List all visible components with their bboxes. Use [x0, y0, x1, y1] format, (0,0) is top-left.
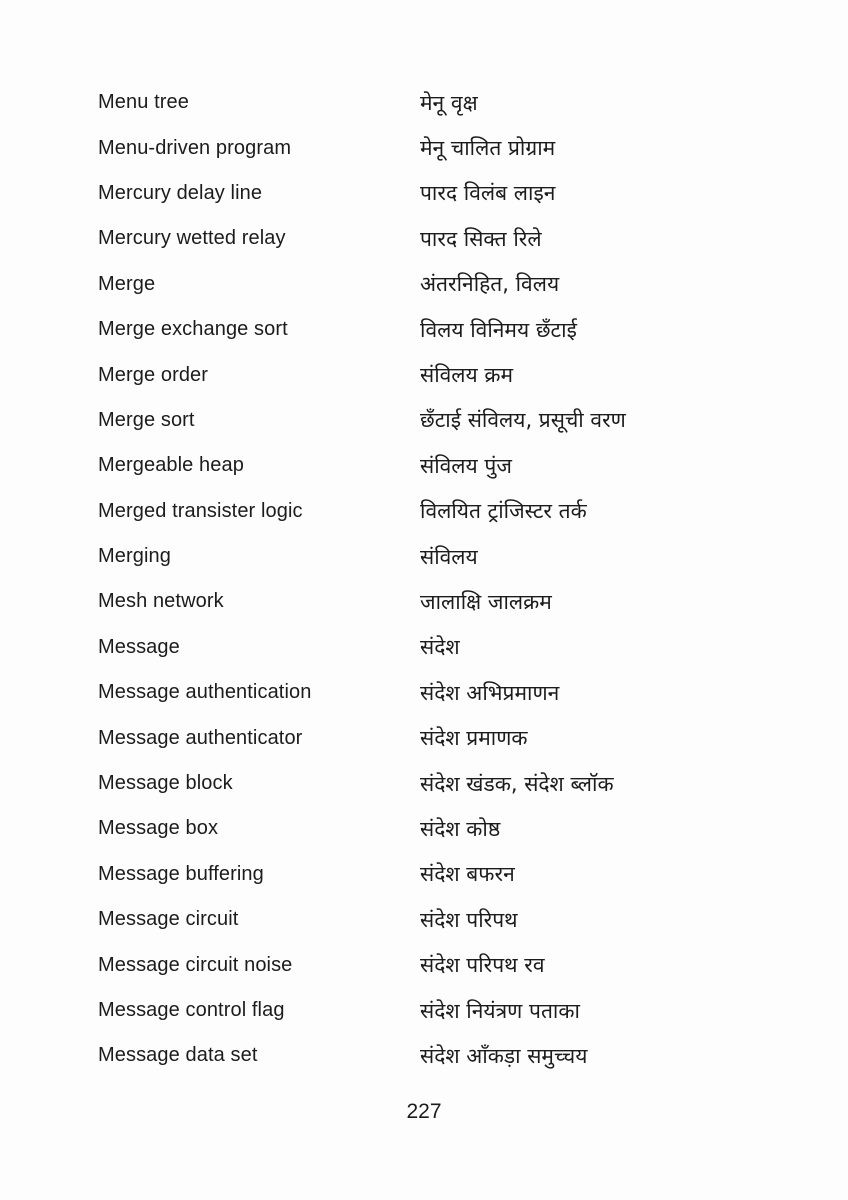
entry-term: Menu tree	[98, 91, 189, 114]
glossary-entry	[98, 262, 738, 307]
entry-translation: संविलय पुंज	[420, 453, 512, 478]
entry-term: Message buffering	[98, 862, 264, 885]
entry-translation: संदेश बफरन	[420, 862, 515, 887]
entry-translation: संविलय क्रम	[420, 363, 514, 388]
entry-translation: अंतरनिहित, विलय	[420, 272, 560, 297]
entry-term: Merged transister logic	[98, 499, 303, 522]
glossary-list	[98, 80, 738, 1079]
glossary-entry	[98, 80, 738, 125]
glossary-entry	[98, 988, 738, 1033]
entry-translation: छँटाई संविलय, प्रसूची वरण	[420, 408, 626, 433]
entry-term: Message block	[98, 772, 233, 795]
glossary-entry	[98, 806, 738, 851]
entry-term: Merge exchange sort	[98, 318, 288, 341]
page-number: 227	[406, 1100, 442, 1123]
entry-term: Mesh network	[98, 590, 224, 613]
entry-translation: विलयित ट्रांजिस्टर तर्क	[420, 499, 587, 524]
glossary-entry	[98, 625, 738, 670]
entry-term: Message authentication	[98, 681, 312, 704]
entry-translation: पारद सिक्त रिले	[420, 226, 542, 251]
glossary-entry	[98, 125, 738, 170]
entry-term: Mercury wetted relay	[98, 227, 286, 250]
entry-translation: संदेश परिपथ रव	[420, 953, 545, 978]
glossary-entry	[98, 171, 738, 216]
entry-term: Message	[98, 635, 180, 658]
entry-translation: संदेश कोष्ठ	[420, 816, 501, 841]
entry-translation: विलय विनिमय छँटाई	[420, 317, 577, 342]
glossary-entry	[98, 897, 738, 942]
entry-term: Merge	[98, 272, 156, 295]
entry-term: Message control flag	[98, 999, 285, 1021]
entry-term: Message circuit noise	[98, 953, 293, 976]
glossary-entry	[98, 443, 738, 488]
glossary-entry	[98, 942, 738, 987]
entry-term: Mercury delay line	[98, 181, 263, 204]
entry-term: Merge sort	[98, 408, 195, 431]
glossary-entry	[98, 352, 738, 397]
glossary-entry	[98, 307, 738, 352]
entry-translation: जालाक्षि जालक्रम	[420, 589, 552, 614]
glossary-entry	[98, 489, 738, 534]
glossary-entry	[98, 216, 738, 261]
entry-translation: संदेश आँकड़ा समुच्चय	[420, 1043, 588, 1068]
entry-term: Menu-driven program	[98, 136, 292, 159]
entry-term: Mergeable heap	[98, 454, 244, 477]
entry-translation: संदेश खंडक, संदेश ब्लॉक	[420, 771, 614, 796]
glossary-entry	[98, 398, 738, 443]
entry-term: Message box	[98, 817, 219, 840]
entry-translation: पारद विलंब लाइन	[420, 181, 556, 206]
entry-translation: संदेश परिपथ	[420, 907, 518, 932]
entry-term: Message data set	[98, 1044, 258, 1067]
entry-translation: संदेश	[420, 635, 460, 660]
glossary-entry	[98, 670, 738, 715]
glossary-entry	[98, 1033, 738, 1078]
entry-term: Message authenticator	[98, 726, 303, 749]
glossary-entry	[98, 761, 738, 806]
entry-translation: मेनू चालित प्रोग्राम	[420, 136, 556, 161]
glossary-entry	[98, 534, 738, 579]
entry-translation: संदेश नियंत्रण पताका	[420, 998, 580, 1023]
entry-translation: मेनू वृक्ष	[420, 90, 478, 115]
glossary-entry	[98, 579, 738, 624]
entry-term: Merging	[98, 545, 171, 568]
entry-translation: संविलय	[420, 544, 478, 569]
entry-term: Merge order	[98, 363, 209, 386]
entry-translation: संदेश अभिप्रमाणन	[420, 680, 560, 705]
glossary-entry	[98, 852, 738, 897]
entry-translation: संदेश प्रमाणक	[420, 726, 528, 751]
entry-term: Message circuit	[98, 908, 239, 931]
glossary-entry	[98, 715, 738, 760]
